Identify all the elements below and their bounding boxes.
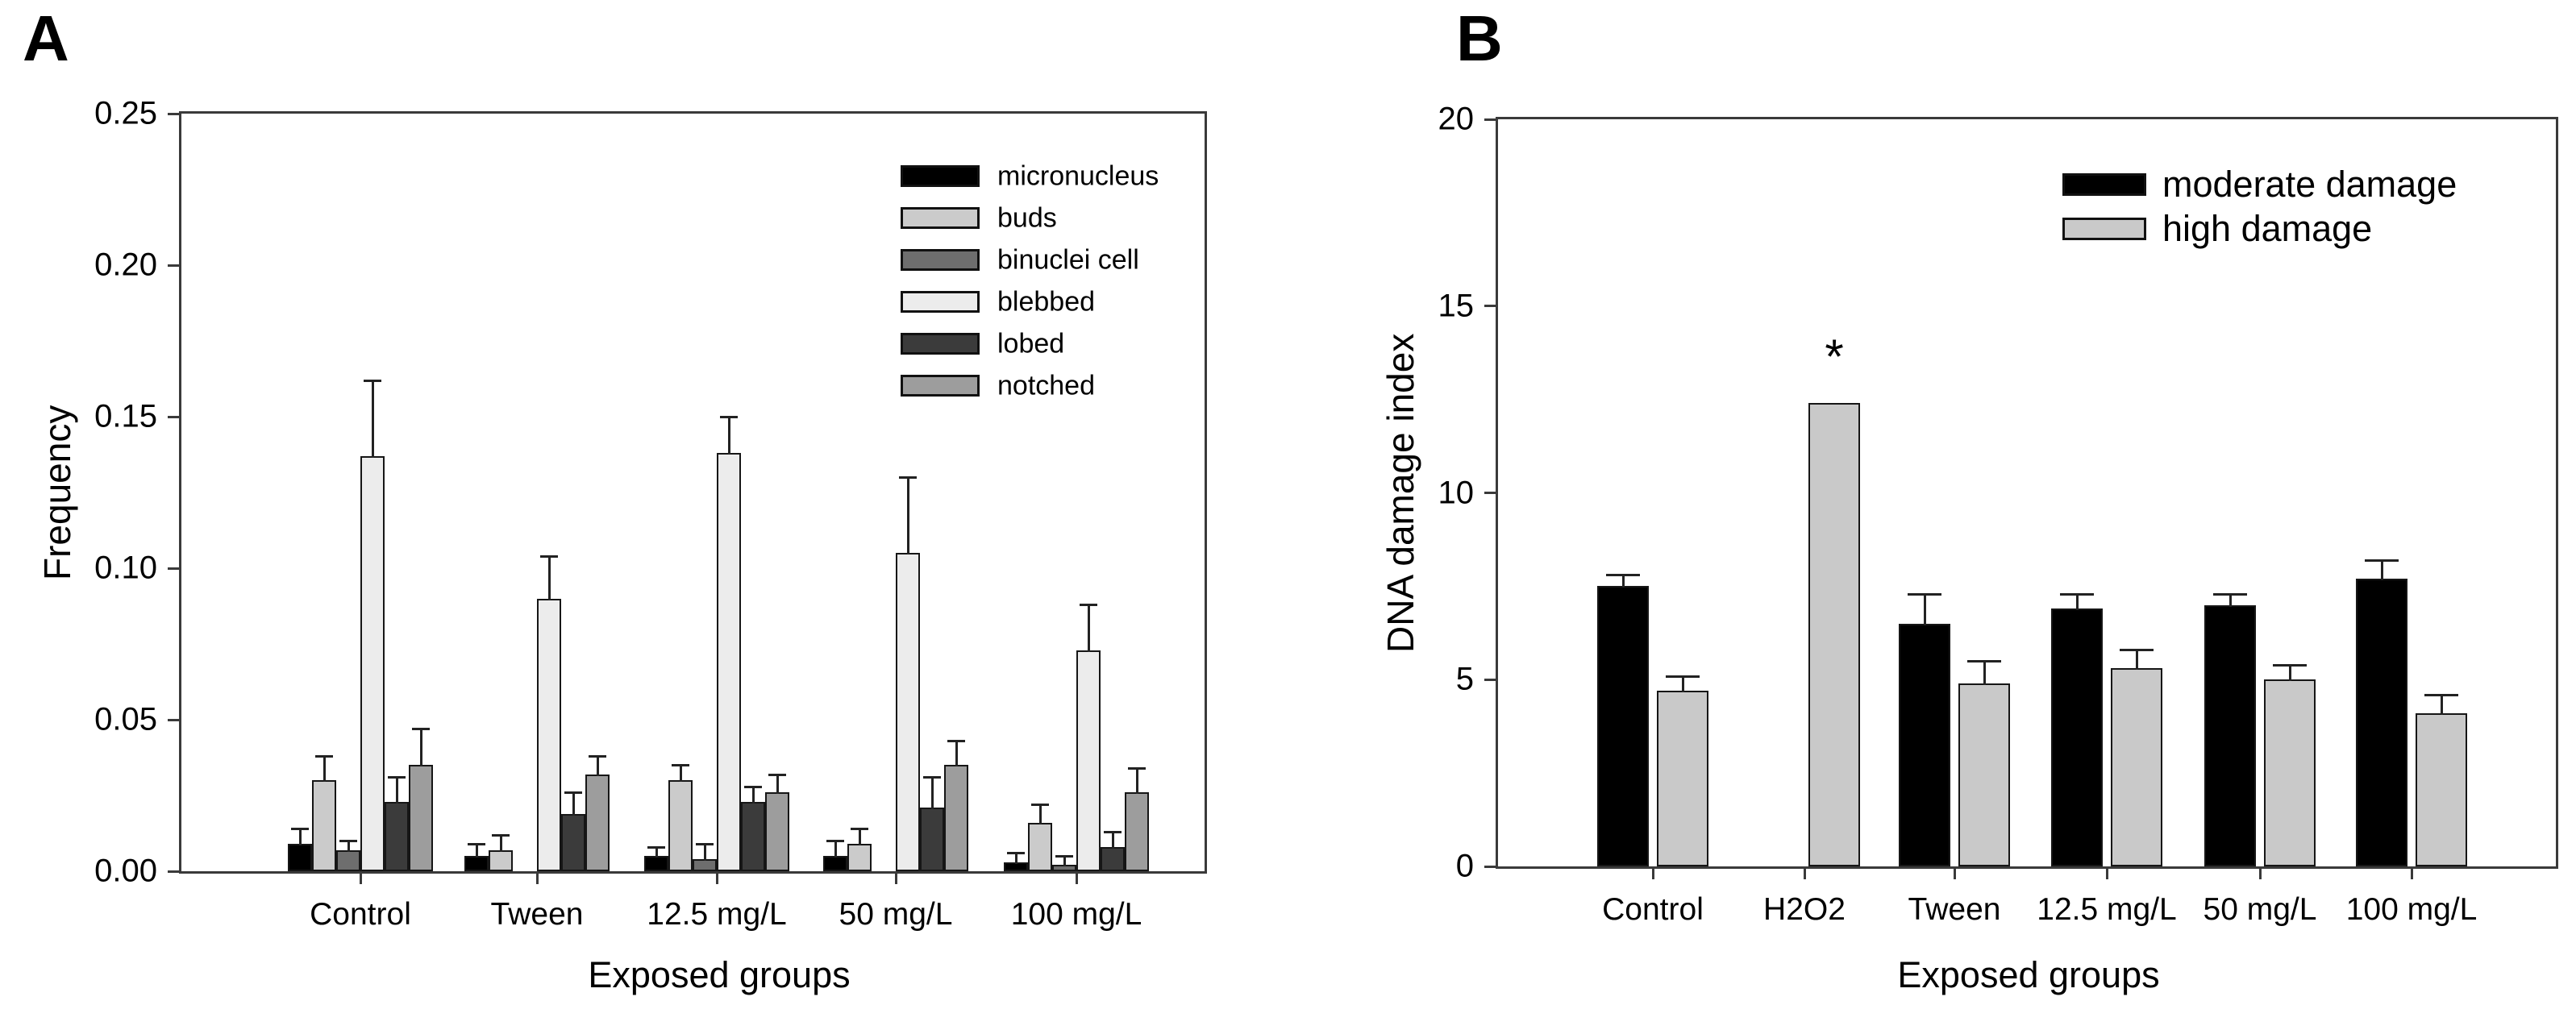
error-bar-line	[1622, 575, 1625, 588]
error-bar-line	[859, 829, 861, 845]
y-axis-tick	[1484, 305, 1498, 307]
error-bar-cap	[2273, 664, 2307, 667]
error-bar-line	[396, 777, 398, 803]
y-axis-tick	[168, 870, 181, 873]
error-bar-cap	[1055, 855, 1073, 858]
x-axis-tick	[1804, 866, 1806, 879]
error-bar-cap	[2424, 694, 2458, 696]
error-bar-cap	[339, 840, 357, 842]
bar-high-damage	[2264, 679, 2316, 866]
bar-binuclei-cell	[693, 859, 717, 871]
x-axis-tick	[716, 871, 718, 884]
x-category-label: 12.5 mg/L	[647, 897, 787, 932]
legend-swatch-notched	[901, 375, 980, 397]
error-bar-line	[907, 477, 909, 554]
error-bar-line	[420, 729, 422, 766]
x-category-label: 100 mg/L	[1010, 897, 1142, 932]
error-bar-cap	[364, 380, 381, 382]
y-axis-tick-label: 0.15	[94, 398, 157, 434]
error-bar-line	[776, 775, 779, 795]
y-axis-tick	[168, 719, 181, 721]
y-axis-tick-label: 20	[1438, 101, 1474, 137]
legend-swatch-buds	[901, 207, 980, 229]
x-category-label: Tween	[1908, 892, 2001, 927]
bar-high-damage	[2111, 668, 2162, 866]
y-axis-tick-label: 0.25	[94, 95, 157, 131]
error-bar-cap	[1031, 804, 1049, 806]
error-bar-line	[1136, 768, 1138, 794]
error-bar-line	[1039, 804, 1042, 824]
legend-swatch-binuclei-cell	[901, 249, 980, 271]
bar-blebbed	[360, 456, 385, 871]
bar-moderate-damage	[1899, 624, 1950, 866]
panel-a-plot-area	[94, 95, 1207, 932]
legend-label-buds: buds	[997, 202, 1057, 233]
error-bar-cap	[589, 755, 606, 758]
y-axis-tick	[1484, 118, 1498, 121]
x-axis-tick	[2106, 866, 2108, 879]
y-axis-tick	[1484, 866, 1498, 868]
x-category-label: H2O2	[1763, 892, 1846, 927]
panel-a-letter: A	[23, 2, 69, 74]
error-bar-cap	[768, 774, 786, 776]
bar-high-damage	[1657, 691, 1708, 866]
bar-high-damage	[1958, 683, 2010, 866]
bar-micronucleus	[644, 856, 668, 871]
error-bar-cap	[2365, 559, 2399, 562]
error-bar-line	[955, 741, 958, 766]
error-bar-cap	[1967, 660, 2001, 662]
bar-lobed	[385, 802, 409, 871]
bar-buds	[847, 844, 872, 871]
error-bar-cap	[744, 786, 762, 788]
error-bar-cap	[2060, 593, 2094, 596]
error-bar-line	[1983, 661, 1986, 685]
y-axis-tick	[168, 264, 181, 267]
panel-a-y-axis-title: Frequency	[36, 405, 78, 580]
x-axis-tick	[1652, 866, 1654, 879]
bar-buds	[668, 780, 693, 871]
panel-b-plot-area	[1438, 101, 2558, 927]
y-axis-tick-label: 0.00	[94, 853, 157, 889]
legend-swatch-moderate-damage	[2062, 173, 2146, 196]
bar-buds	[312, 780, 336, 871]
x-axis-tick	[536, 871, 539, 884]
bar-blebbed	[717, 453, 741, 871]
y-axis-tick-label: 0.10	[94, 550, 157, 586]
x-axis-tick	[1954, 866, 1956, 879]
bar-micronucleus	[823, 856, 847, 871]
error-bar-line	[2381, 560, 2383, 580]
error-bar-cap	[720, 416, 738, 418]
error-bar-cap	[540, 555, 558, 558]
error-bar-cap	[1606, 574, 1640, 576]
bar-moderate-damage	[2204, 605, 2256, 866]
error-bar-line	[2136, 650, 2138, 670]
error-bar-line	[548, 556, 551, 600]
legend-label-binuclei-cell: binuclei cell	[997, 244, 1139, 275]
legend-label-lobed: lobed	[997, 328, 1065, 359]
error-bar-line	[572, 792, 575, 815]
bar-micronucleus	[288, 844, 312, 871]
significance-asterisk: *	[1825, 330, 1844, 384]
error-bar-cap	[923, 776, 941, 779]
error-bar-cap	[1128, 767, 1146, 770]
x-axis-tick	[2259, 866, 2262, 879]
error-bar-line	[1924, 594, 1926, 625]
bar-lobed	[1101, 847, 1125, 871]
error-bar-line	[680, 765, 682, 782]
bar-blebbed	[896, 553, 920, 871]
error-bar-cap	[947, 740, 965, 742]
bar-notched	[765, 792, 789, 871]
y-axis-tick-label: 10	[1438, 475, 1474, 510]
legend-label-high-damage: high damage	[2162, 208, 2373, 249]
error-bar-cap	[1007, 852, 1025, 854]
error-bar-cap	[388, 776, 406, 779]
error-bar-cap	[1666, 675, 1700, 678]
panel-a-x-axis-title: Exposed groups	[588, 954, 851, 995]
bar-lobed	[741, 802, 765, 871]
legend-label-blebbed: blebbed	[997, 286, 1096, 317]
error-bar-line	[476, 844, 478, 858]
bar-moderate-damage	[2051, 608, 2103, 866]
y-axis-tick	[1484, 492, 1498, 494]
x-category-label: 100 mg/L	[2345, 892, 2478, 927]
error-bar-cap	[899, 476, 917, 479]
error-bar-cap	[2120, 649, 2154, 651]
x-axis-tick	[360, 871, 362, 884]
error-bar-cap	[851, 828, 868, 830]
error-bar-line	[2289, 665, 2291, 682]
y-axis-tick	[1484, 679, 1498, 681]
legend-label-moderate-damage: moderate damage	[2162, 164, 2457, 205]
y-axis-tick-label: 0.20	[94, 247, 157, 283]
error-bar-cap	[1908, 593, 1941, 596]
y-axis-tick-label: 0	[1455, 848, 1474, 884]
bar-notched	[1125, 792, 1149, 871]
y-axis-tick	[168, 416, 181, 418]
bar-moderate-damage	[2356, 579, 2407, 866]
x-axis-tick	[1076, 871, 1078, 884]
error-bar-cap	[291, 828, 309, 830]
bar-blebbed	[537, 599, 561, 871]
error-bar-cap	[1104, 831, 1122, 833]
x-axis-tick	[895, 871, 897, 884]
error-bar-cap	[696, 843, 714, 845]
error-bar-line	[1682, 676, 1684, 693]
bar-binuclei-cell	[336, 850, 360, 871]
bar-notched	[409, 765, 433, 871]
x-category-label: Tween	[490, 897, 584, 932]
bar-lobed	[920, 808, 944, 871]
legend-label-micronucleus: micronucleus	[997, 160, 1159, 191]
error-bar-line	[752, 787, 755, 804]
error-bar-cap	[468, 843, 485, 845]
legend-swatch-high-damage	[2062, 218, 2146, 240]
x-category-label: 50 mg/L	[839, 897, 953, 932]
error-bar-line	[1112, 832, 1114, 849]
y-axis-tick	[168, 567, 181, 570]
bar-high-damage	[2416, 713, 2467, 866]
error-bar-line	[299, 829, 302, 845]
error-bar-line	[1088, 604, 1090, 651]
legend-swatch-micronucleus	[901, 165, 980, 187]
y-axis-tick-label: 15	[1438, 288, 1474, 324]
x-category-label: Control	[1602, 892, 1704, 927]
bar-micronucleus	[464, 856, 489, 871]
error-bar-line	[597, 756, 599, 776]
panel-b-y-axis-title: DNA damage index	[1380, 333, 1421, 653]
error-bar-line	[931, 777, 934, 809]
x-category-label: 50 mg/L	[2203, 892, 2317, 927]
x-axis-tick	[2411, 866, 2413, 879]
legend-swatch-lobed	[901, 333, 980, 355]
y-axis-tick	[168, 113, 181, 115]
bar-moderate-damage	[1597, 586, 1649, 866]
error-bar-cap	[647, 846, 665, 849]
error-bar-cap	[826, 840, 844, 842]
error-bar-line	[2076, 594, 2079, 611]
error-bar-cap	[492, 834, 510, 837]
x-category-label: 12.5 mg/L	[2037, 892, 2177, 927]
error-bar-line	[2229, 594, 2232, 607]
panel-b-x-axis-title: Exposed groups	[1897, 954, 2160, 995]
y-axis-tick-label: 0.05	[94, 701, 157, 737]
error-bar-cap	[412, 728, 430, 730]
y-axis-tick-label: 5	[1455, 661, 1474, 697]
error-bar-line	[834, 841, 837, 858]
error-bar-cap	[672, 764, 689, 766]
error-bar-cap	[564, 791, 582, 794]
error-bar-cap	[315, 755, 333, 758]
error-bar-line	[500, 835, 502, 852]
error-bar-line	[704, 844, 706, 861]
error-bar-cap	[1080, 604, 1097, 606]
error-bar-line	[2441, 695, 2443, 715]
bar-buds	[489, 850, 513, 871]
error-bar-line	[728, 417, 730, 455]
bar-blebbed	[1076, 650, 1101, 871]
error-bar-cap	[2213, 593, 2247, 596]
bar-lobed	[561, 814, 585, 871]
error-bar-line	[372, 380, 374, 458]
bar-notched	[944, 765, 968, 871]
error-bar-line	[323, 756, 326, 782]
bar-buds	[1028, 823, 1052, 871]
panel-b-letter: B	[1456, 2, 1503, 74]
legend-swatch-blebbed	[901, 291, 980, 313]
bar-high-damage	[1808, 403, 1860, 866]
legend-label-notched: notched	[997, 370, 1095, 401]
x-category-label: Control	[310, 897, 411, 932]
bar-notched	[585, 775, 610, 871]
